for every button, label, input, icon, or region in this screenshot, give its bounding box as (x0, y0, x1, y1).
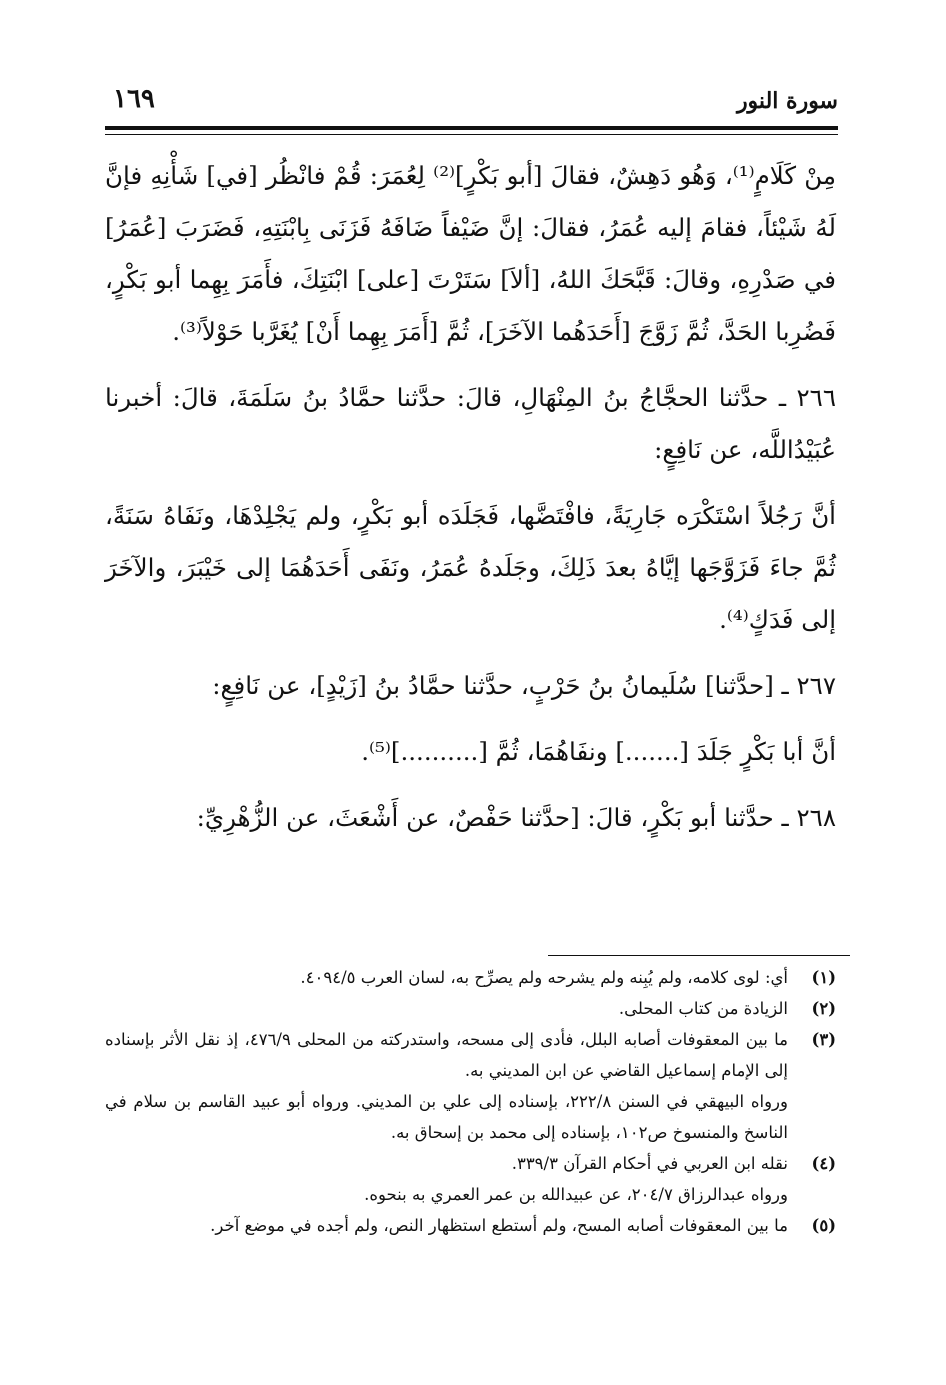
footnote-line: ما بين المعقوفات أصابه المسح، ولم أستطع استظهار النص، ولم أجده في موضع آخر. (210, 1216, 788, 1235)
footnote-number: (٣) (811, 1030, 836, 1049)
header-rule-thick (105, 126, 838, 130)
page-header (105, 80, 838, 124)
surah-title: سورة النور (736, 88, 838, 114)
footnote-separator (548, 955, 850, 956)
hadith-268-isnad: ٢٦٨ ـ حدَّثنا أبو بَكْرٍ، قالَ: [حدَّثنا حَفْصٌ، عن أَشْعَثَ، عن الزُّهْرِيِّ: (196, 803, 836, 832)
footnote-2 (105, 993, 836, 1024)
footnote-number: (٢) (811, 999, 836, 1018)
footnote-5 (105, 1210, 836, 1241)
footnote-line: ما بين المعقوفات أصابه البلل، فأدى إلى مسحه، واستدركته من المحلى ٤٧٦/٩، إذ نقل الأثر بإسناده إلى الإمام إسماعيل القاضي عن ابن المديني به. (105, 1030, 788, 1080)
hadith-267-isnad: ٢٦٧ ـ [حدَّثنا] سُلَيمانُ بنُ حَرْبٍ، حدَّثنا حمَّادُ بنُ [زَيْدٍ]، عن نَافِعٍ: (212, 671, 836, 700)
footnote-line: ورواه عبدالرزاق ٢٠٤/٧، عن عبيدالله بن عمر العمري به بنحوه. (364, 1185, 788, 1204)
footnote-text (105, 1024, 788, 1148)
main-text (105, 150, 836, 858)
footnote-number: (١) (811, 968, 836, 987)
footnote-number: (٥) (811, 1216, 836, 1235)
footnote-number: (٤) (811, 1154, 836, 1173)
footnote-4 (105, 1148, 836, 1210)
hadith-266-matn: أنَّ رَجُلاً اسْتَكْرَه جَارِيَةً، فافْتَضَّها، فَجَلَدَه أبو بَكْرٍ، ولم يَجْلِدْهَا، ونَفَاهُ سَنَةً، ثُمَّ جاءَ فَزَوَّجَها إيَّاهُ بعدَ ذَلِكَ، وجَلَدهُ عُمَرُ، ونَفَى أَحَدَهُمَا إلى خَيْبَرَ، والآخَرَ إلى فَدَكٍ⁽⁴⁾. (105, 501, 836, 634)
footnote-line: نقله ابن العربي في أحكام القرآن ٣٣٩/٣. (511, 1154, 788, 1173)
footnote-line: أي: لوى كلامه، ولم يُبِنه ولم يشرحه ولم يصرِّح به، لسان العرب ٤٠٩٤/٥. (300, 968, 788, 987)
footnote-text (105, 1148, 788, 1210)
footnote-text (105, 1210, 788, 1241)
hadith-267-matn: أنَّ أبا بَكْرٍ جَلَدَ [.......] ونفَاهُمَا، ثُمَّ [..........]⁽⁵⁾. (361, 737, 836, 766)
footnote-text (105, 993, 788, 1024)
hadith-266-isnad: ٢٦٦ ـ حدَّثنا الحجَّاجُ بنُ المِنْهَالِ، قالَ: حدَّثنا حمَّادُ بنُ سَلَمَةَ، قالَ: أخبرنا عُبَيْدُاللَّه، عن نَافِعٍ: (105, 383, 836, 464)
footnotes (105, 962, 836, 1241)
footnote-1 (105, 962, 836, 993)
header-rule-thin (105, 134, 838, 135)
footnote-line: الزيادة من كتاب المحلى. (618, 999, 788, 1018)
footnote-3 (105, 1024, 836, 1148)
page-number: ١٦٩ (113, 84, 155, 114)
footnote-text (105, 962, 788, 993)
paragraph-continuation: مِنْ كَلَامٍ⁽¹⁾، وَهُو دَهِشٌ، فقالَ [أبو بَكْرٍ]⁽²⁾ لِعُمَرَ: قُمْ فانْظُر [في] شَأْنِهِ فإنَّ لَهُ شَيْئاً، فقامَ إليه عُمَرُ، فقالَ: إنَّ ضَيْفاً ضَافَهُ فَزَنَى بِابْنَتِهِ، فَضَرَبَ [عُمَرُ] في صَدْرِهِ، وقالَ: قَبَّحَكَ اللهُ، [ألاَ] سَتَرْتَ [على] ابْنَتِكَ، فأَمَرَ بِهِما أبو بَكْرٍ، فَضُرِبا الحَدَّ، ثُمَّ زَوَّجَ [أَحَدَهُما الآخَرَ]، ثُمَّ [أَمَرَ بِهِما أَنْ] يُغَرَّبا حَوْلاً⁽³⁾. (105, 161, 836, 346)
footnote-line: ورواه البيهقي في السنن ٢٢٢/٨، بإسناده إلى علي بن المديني. ورواه أبو عبيد القاسم بن سلام في الناسخ والمنسوخ ص١٠٢، بإسناده إلى محمد بن إسحاق به. (105, 1092, 788, 1142)
